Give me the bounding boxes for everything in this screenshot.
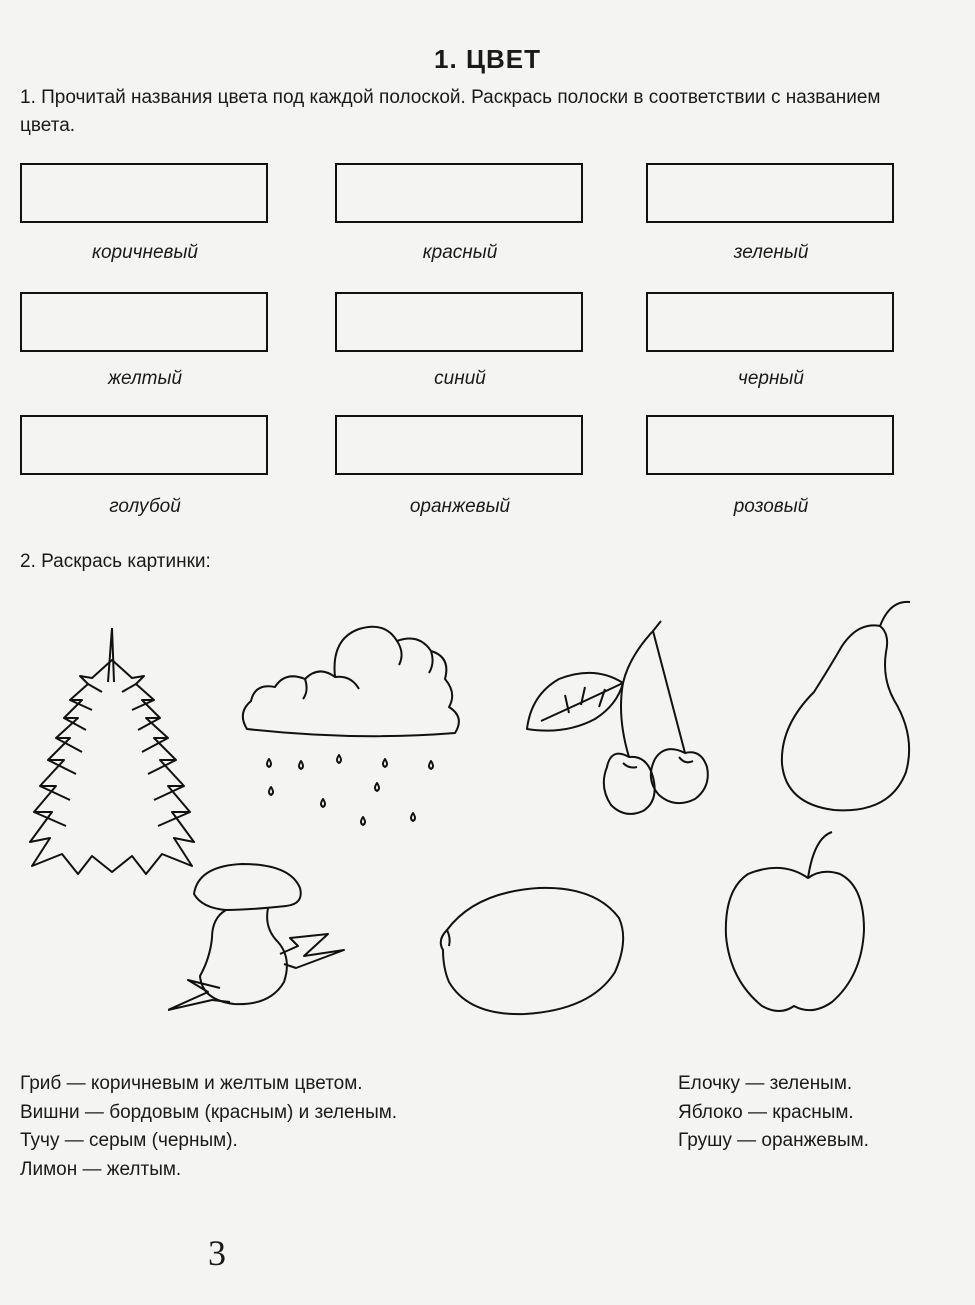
color-stripe-green[interactable] bbox=[646, 163, 894, 223]
color-label: розовый bbox=[733, 496, 809, 517]
instruction-line: Тучу — серым (черным). bbox=[20, 1130, 238, 1151]
instruction-line: Елочку — зеленым. bbox=[678, 1073, 853, 1094]
instruction-line: Гриб — коричневым и желтым цветом. bbox=[20, 1073, 363, 1094]
instruction-line: Грушу — оранжевым. bbox=[678, 1130, 869, 1151]
apple-icon[interactable] bbox=[722, 830, 867, 1016]
color-label: голубой bbox=[109, 496, 181, 517]
task-2-instruction: 2. Раскрась картинки: bbox=[20, 551, 211, 572]
color-stripe-red[interactable] bbox=[335, 163, 583, 223]
color-stripe-blue[interactable] bbox=[335, 292, 583, 352]
rain-cloud-icon[interactable] bbox=[235, 617, 467, 841]
task-1-instruction: 1. Прочитай названия цвета под каждой полоской. Раскрась полоски в соответствии с названием цвета. bbox=[20, 87, 881, 136]
color-stripe-light-blue[interactable] bbox=[20, 415, 268, 475]
color-stripe-orange[interactable] bbox=[335, 415, 583, 475]
cherries-icon[interactable] bbox=[525, 617, 735, 825]
instruction-line: Лимон — желтым. bbox=[20, 1158, 182, 1180]
color-label: коричневый bbox=[92, 242, 198, 263]
lemon-icon[interactable] bbox=[435, 882, 630, 1019]
color-stripe-brown[interactable] bbox=[20, 163, 268, 223]
color-label: черный bbox=[738, 368, 804, 389]
color-label: оранжевый bbox=[409, 496, 511, 517]
color-stripe-pink[interactable] bbox=[646, 415, 894, 475]
color-label: синий bbox=[434, 368, 486, 389]
color-label: желтый bbox=[107, 368, 183, 389]
color-stripe-yellow[interactable] bbox=[20, 292, 268, 352]
pear-icon[interactable] bbox=[770, 596, 920, 816]
fir-tree-icon[interactable] bbox=[22, 622, 202, 878]
coloring-instructions-right bbox=[678, 1070, 869, 1156]
instruction-line: Вишни — бордовым (красным) и зеленым. bbox=[20, 1101, 398, 1123]
coloring-instructions-left bbox=[20, 1070, 397, 1184]
color-label: красный bbox=[422, 242, 498, 263]
instruction-line: Яблоко — красным. bbox=[678, 1101, 854, 1123]
color-label: зеленый bbox=[733, 242, 809, 263]
page-number: 3 bbox=[208, 1233, 226, 1273]
mushroom-icon[interactable] bbox=[168, 858, 346, 1018]
page-title: 1. ЦВЕТ bbox=[434, 44, 541, 74]
color-stripe-black[interactable] bbox=[646, 292, 894, 352]
